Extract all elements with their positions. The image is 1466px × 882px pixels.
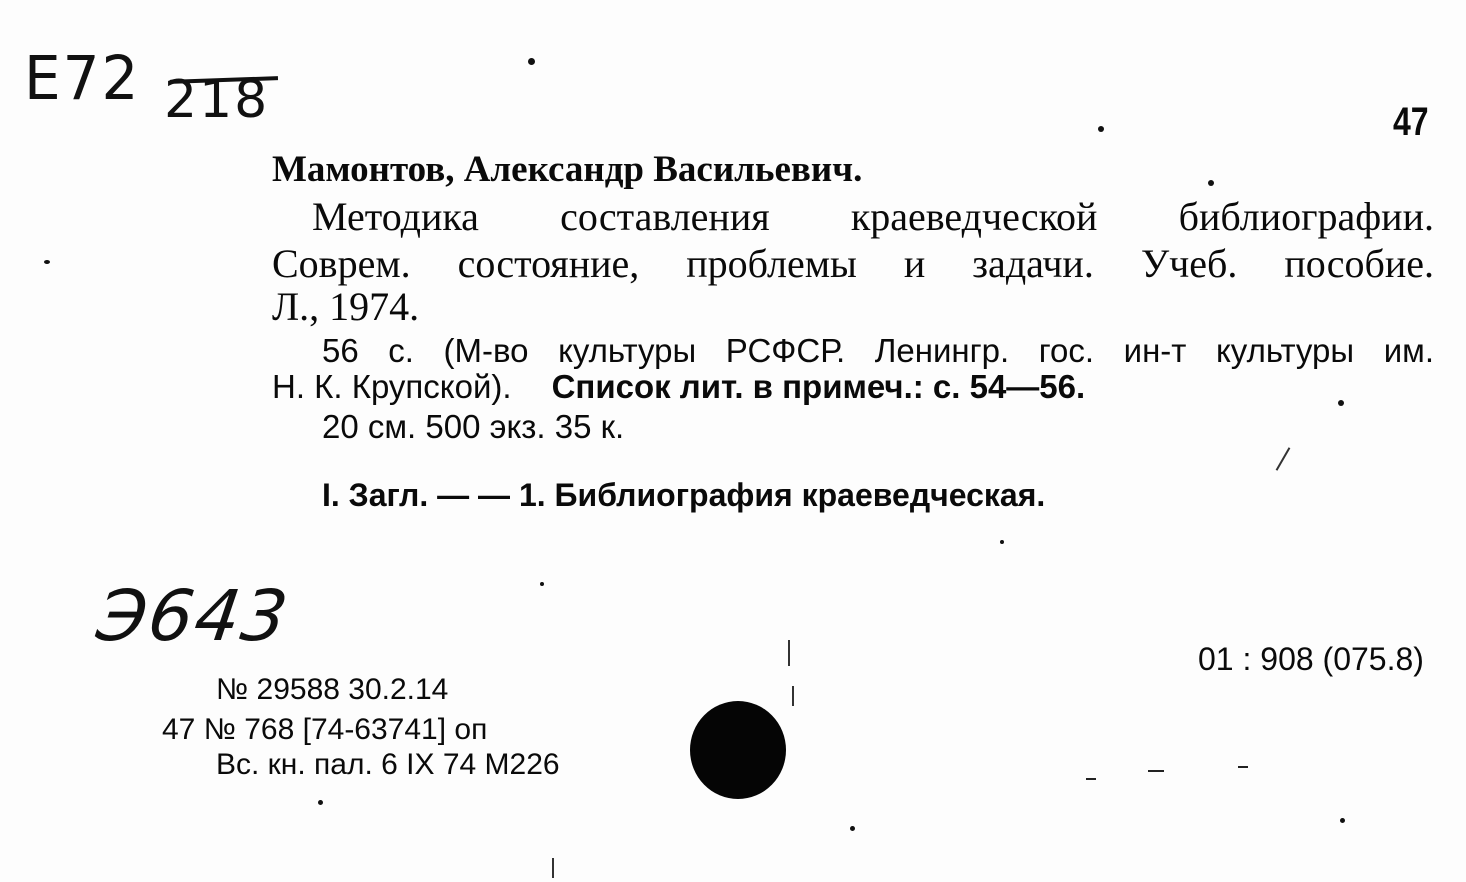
tracings: I. Загл. — — 1. Библиография краеведческая. [322,477,1046,513]
scan-mark [1276,447,1291,471]
speck [1208,180,1214,186]
handwritten-inventory-number: Э643 [92,575,295,657]
speck [528,58,535,65]
author-heading: Мамонтов, Александр Васильевич. [272,149,863,190]
scan-mark [1086,778,1096,780]
speck [1098,126,1104,132]
speck [1340,818,1345,823]
sequence-number: 47 [1393,100,1429,144]
scan-mark [1238,766,1248,768]
speck [44,260,50,264]
registration-line-2: 47 № 768 [74-63741] оп [162,713,488,746]
handwritten-call-number-bottom: 218 [164,70,270,130]
collation-line-3: 20 см. 500 экз. 35 к. [322,408,625,445]
speck [1338,400,1344,406]
handwritten-call-number: Е72 [24,42,141,114]
title-line-1: Методика составления краеведческой библиографии. [312,194,1434,239]
collation-line-2 [272,368,1085,406]
scan-mark [792,686,794,706]
title-line-2: Соврем. состояние, проблемы и задачи. Учеб. пособие. [272,241,1434,286]
scan-mark [1148,770,1164,772]
scan-mark [788,640,790,666]
bibliography-note: Список лит. в примеч.: с. 54—56. [551,368,1086,405]
speck [540,582,544,586]
collation-line-1: 56 с. (М-во культуры РСФСР. Ленингр. гос. ин-т культуры им. [322,332,1434,369]
udc-classification: 01 : 908 (075.8) [1198,641,1424,677]
registration-line-3: Вс. кн. пал. 6 IX 74 М226 [216,748,560,781]
scan-mark [552,858,554,878]
speck [1000,540,1004,544]
speck [850,826,855,831]
speck [318,800,323,805]
punch-hole [690,701,786,799]
title-line-3: Л., 1974. [272,284,420,329]
registration-line-1: № 29588 30.2.14 [216,673,449,706]
series-institution: Н. К. Крупской). [272,368,512,405]
